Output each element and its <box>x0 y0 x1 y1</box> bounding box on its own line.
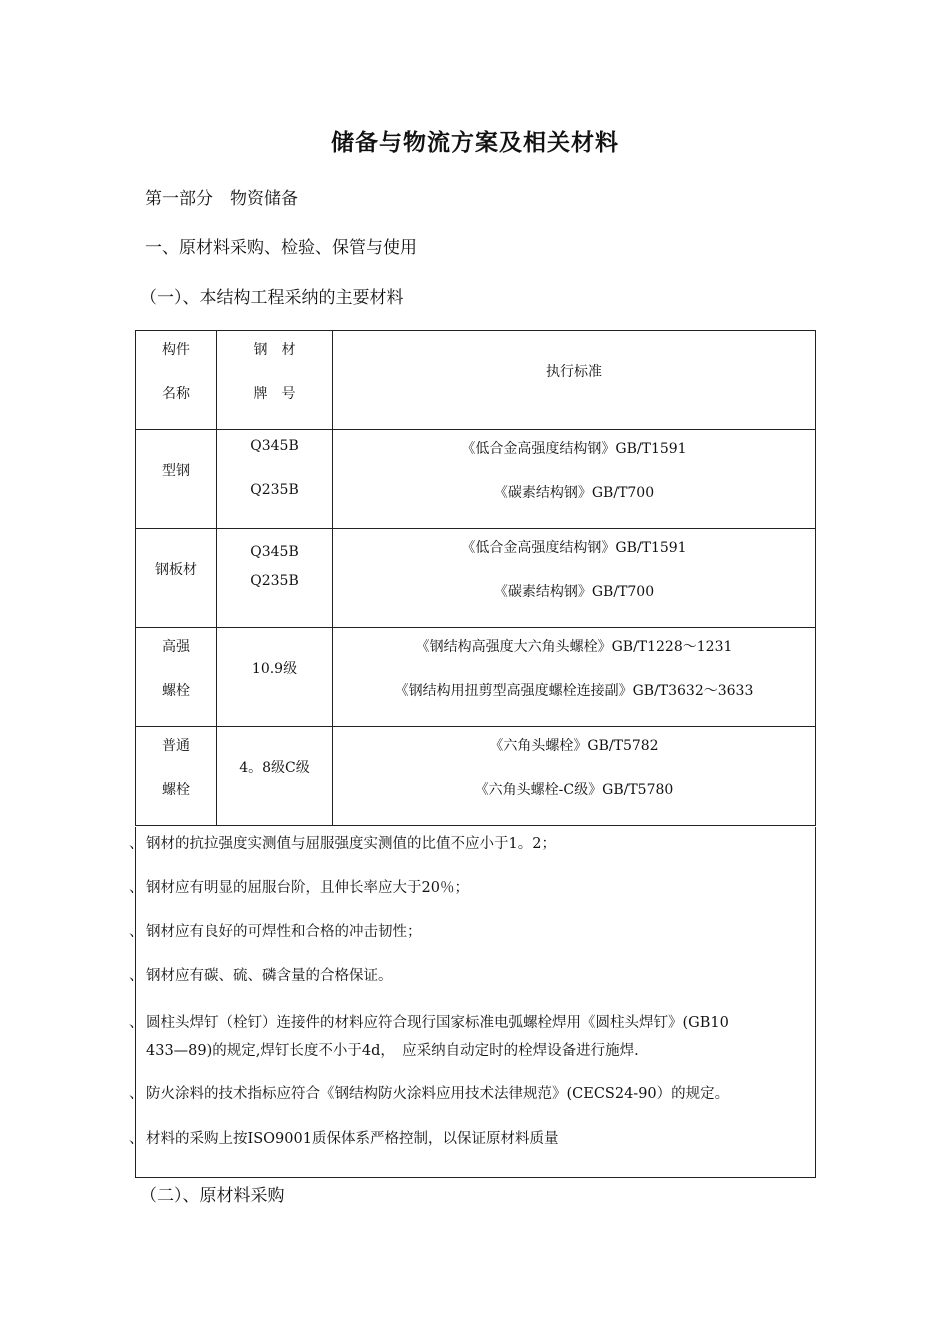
list-item <box>129 1125 805 1153</box>
table-row <box>136 628 816 727</box>
list-item <box>129 918 805 946</box>
requirements-notes <box>129 827 816 1178</box>
list-item <box>129 874 805 902</box>
member-name: 螺栓 <box>162 782 190 798</box>
list-item <box>129 1009 805 1037</box>
note-text: 钢材应有明显的屈服台阶，且伸长率应大于20％； <box>146 880 469 896</box>
steel-grade: Q345B <box>250 544 299 560</box>
header-standard: 执行标准 <box>546 364 602 380</box>
table-row <box>136 727 816 826</box>
member-name: 高强 <box>162 639 190 655</box>
standard-text: 《碳素结构钢》GB/T700 <box>493 485 655 501</box>
table-row <box>136 529 816 628</box>
standard-text: 《钢结构用扭剪型高强度螺栓连接副》GB/T3632～3633 <box>394 683 754 699</box>
materials-table <box>135 330 816 826</box>
member-name: 钢板材 <box>155 562 197 578</box>
list-item <box>129 830 805 858</box>
table-header-row <box>136 331 816 430</box>
note-text: 防火涂料的技术指标应符合《钢结构防火涂料应用技术法律规范》(CECS24-90）的规定。 <box>146 1086 730 1102</box>
note-text: 圆柱头焊钉（栓钉）连接件的材料应符合现行国家标准电弧螺栓焊用《圆柱头焊钉》(GB10 <box>146 1015 729 1031</box>
steel-grade: 10.9级 <box>251 661 298 677</box>
member-name: 型钢 <box>162 463 190 479</box>
bullet-mark: 、 <box>129 968 144 984</box>
table-row <box>136 430 816 529</box>
bullet-mark: 、 <box>129 1086 144 1102</box>
header-grade-line2: 牌 号 <box>253 386 296 402</box>
note-text: 433—89)的规定,焊钉长度不小于4d， 应采纳自动定时的栓焊设备进行施焊. <box>146 1043 639 1059</box>
steel-grade: 4。8级C级 <box>239 760 310 776</box>
member-name: 普通 <box>162 738 190 754</box>
list-item-continuation <box>146 1037 805 1065</box>
part-heading: 第一部分 物资储备 <box>145 189 298 209</box>
header-name-line2: 名称 <box>162 386 190 402</box>
standard-text: 《六角头螺栓-C级》GB/T5780 <box>474 782 674 798</box>
subsection-heading: （一）、本结构工程采纳的主要材料 <box>140 288 404 308</box>
steel-grade: Q235B <box>250 573 299 589</box>
list-item <box>129 1080 805 1108</box>
note-text: 钢材应有良好的可焊性和合格的冲击韧性； <box>146 924 422 940</box>
steel-grade: Q235B <box>250 482 299 498</box>
header-name-line1: 构件 <box>162 342 190 358</box>
standard-text: 《六角头螺栓》GB/T5782 <box>489 738 659 754</box>
list-item <box>129 962 805 990</box>
document-title: 储备与物流方案及相关材料 <box>331 130 619 156</box>
header-grade-line1: 钢 材 <box>253 342 296 358</box>
bullet-mark: 、 <box>129 1131 144 1147</box>
steel-grade: Q345B <box>250 438 299 454</box>
bullet-mark: 、 <box>129 1015 144 1031</box>
bullet-mark: 、 <box>129 836 144 852</box>
member-name: 螺栓 <box>162 683 190 699</box>
note-text: 钢材应有碳、硫、磷含量的合格保证。 <box>146 968 393 984</box>
standard-text: 《碳素结构钢》GB/T700 <box>493 584 655 600</box>
standard-text: 《低合金高强度结构钢》GB/T1591 <box>461 441 687 457</box>
standard-text: 《钢结构高强度大六角头螺栓》GB/T1228～1231 <box>415 639 733 655</box>
subsection-heading: （二）、原材料采购 <box>140 1186 285 1206</box>
note-text: 材料的采购上按ISO9001质保体系严格控制，以保证原材料质量 <box>146 1131 559 1147</box>
note-text: 钢材的抗拉强度实测值与屈服强度实测值的比值不应小于1。2； <box>146 836 556 852</box>
standard-text: 《低合金高强度结构钢》GB/T1591 <box>461 540 687 556</box>
bullet-mark: 、 <box>129 924 144 940</box>
bullet-mark: 、 <box>129 880 144 896</box>
section-heading: 一、原材料采购、检验、保管与使用 <box>145 238 417 258</box>
